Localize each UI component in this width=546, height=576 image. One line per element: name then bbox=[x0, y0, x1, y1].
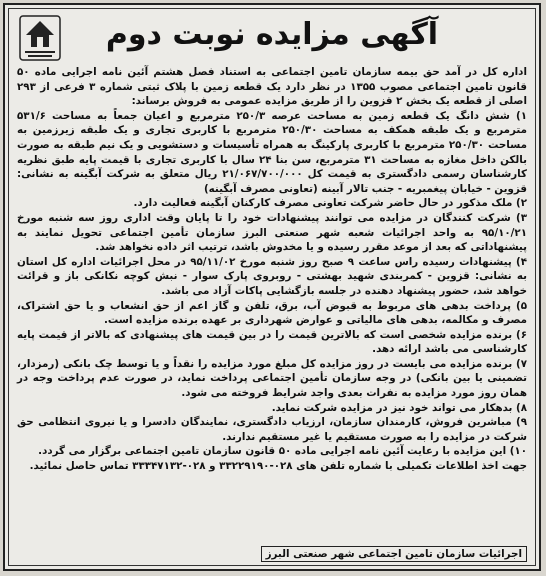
clause-10: ۱۰) این مزایده با رعایت آئین نامه اجرایی ماده ۵۰ قانون سازمان تامین اجتماعی برگزار می گردد. bbox=[38, 445, 527, 458]
clause-7: ۷) برنده مزایده می بایست در روز مزایده کل مبلغ مورد مزایده را نقداً و یا توسط چک بانکی (رمزدار، تضمینی یا بین بانکی) در وجه سازمان تأمین اجتماعی پرداخت نماید، در صورت عدم پرداخت وجه در همان روز مورد مزایده به نفرات بعدی واجد شرایط فروخته می شود. bbox=[17, 357, 527, 400]
signature: اجرائیات سازمان تامین اجتماعی شهر صنعتی البرز bbox=[261, 546, 527, 562]
clause-3: ۳) شرکت کنندگان در مزایده می توانند پیشنهادات خود را تا پایان وقت اداری روز سه شنبه مورخ ۹۵/۱۰/۲۱ به واحد اجرائیات شعبه شهر صنعتی البرز سازمان تأمین اجتماعی تحویل نمایند به پیشنهاداتی که بعد از موعد مقرر رسیده و یا مخدوش باشد، ترتیب اثر داده نخواهد شد. bbox=[17, 211, 527, 254]
advertisement-border bbox=[8, 8, 536, 566]
intro-paragraph: اداره کل در آمد حق بیمه سازمان تامین اجتماعی به استناد فصل هشتم آئین نامه اجرایی ماده ۵۰ قانون تامین اجتماعی مصوب ۱۳۵۵ در نظر دارد یک قطعه زمین با پلاک ثبتی شماره ۳ فرعی از ۲۹۳ اصلی از قطعه یک بخش ۲ قزوین را از طریق مزایده عمومی به فروش برساند: bbox=[17, 66, 527, 108]
clause-9: ۹) مباشرین فروش، کارمندان سازمان، ارزیاب دادگستری، نمایندگان دادسرا و یا نیروی انتظامی حق شرکت در مزایده را به صورت مستقیم یا غیر مستقیم ندارند. bbox=[17, 416, 527, 443]
notice-body bbox=[17, 65, 527, 474]
clause-1: ۱) شش دانگ یک قطعه زمین به مساحت عرصه ۲۵۰/۳ مترمربع و اعیان جمعاً به مساحت ۵۳۱/۶ مترمربع و یک طبقه همکف به مساحت ۲۵۰/۳۰ مترمربع با کاربری تجاری و یک طبقه زیرزمین به مساحت ۲۵۰/۳۰ مترمربع با کاربری پارکینگ به همراه تأسیسات و دستشویی و یک نیم طبقه به صورت بالکن داخل مغازه به مساحت ۳۱ مترمربع، سن بنا ۲۴ سال با کاربری تجاری با قیمت پایه طبق نظریه کارشناسان رسمی دادگستری به قیمت کل ۲۱/۰۶۷/۷۰۰/۰۰۰ ریال متعلق به شرکت آبگینه به نشانی: قزوین - خیابان پیغمبریه - جنب تالار آبینه (تعاونی مصرف آبگینه) bbox=[17, 109, 528, 195]
advertisement-page bbox=[3, 3, 541, 571]
clause-2: ۲) ملک مذکور در حال حاضر شرکت تعاونی مصرف کارکنان آبگینه فعالیت دارد. bbox=[133, 197, 527, 210]
page-title: آگهی مزایده نوبت دوم bbox=[105, 17, 439, 52]
clause-8: ۸) بدهکار می تواند خود نیز در مزایده شرکت نماید. bbox=[271, 401, 527, 414]
contact-info: جهت اخذ اطلاعات تکمیلی با شماره تلفن های ۰۲۸-۳۳۲۲۹۱۹۰ و ۰۲۸-۳۳۳۴۷۱۳۲ تماس حاصل نمائید. bbox=[29, 460, 527, 473]
clause-4: ۴) پیشنهادات رسیده راس ساعت ۹ صبح روز شنبه مورخ ۹۵/۱۱/۰۲ در محل اجرائیات اداره کل استان به نشانی: قزوین - کمربندی شهید بهشتی - روبروی پارک سوار - نبش کوچه نکانکی باز و قرائت خواهد شد، حضور پیشنهاد دهنده در جلسه بازگشایی پاکات آزاد می باشد. bbox=[17, 255, 527, 297]
clause-5: ۵) پرداخت بدهی های مربوط به قبوض آب، برق، تلفن و گاز اعم از حق انشعاب و یا حق اشتراک، مصرف و مکالمه، بدهی های مالیاتی و عوارض شهرداری بر عهده برنده مزایده است. bbox=[17, 299, 527, 327]
clause-6: ۶) برنده مزایده شخصی است که بالاترین قیمت را در بین قیمت های پیشنهادی که بالاتر از قیمت پایه کارشناسی می باشد ارائه دهد. bbox=[17, 328, 527, 356]
signature-block bbox=[17, 546, 527, 562]
social-security-logo-icon bbox=[19, 15, 61, 61]
